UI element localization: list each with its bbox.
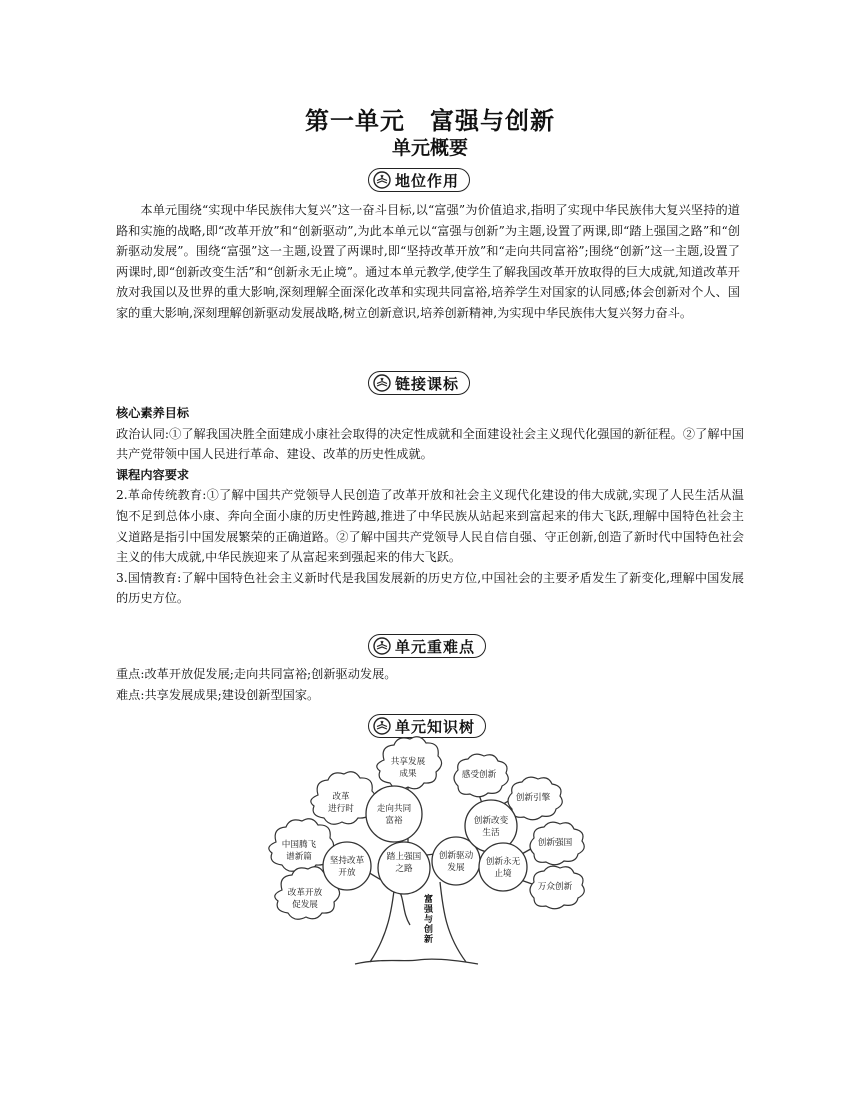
trunk-char-4: 创 (424, 925, 434, 935)
trunk-char-3: 与 (424, 915, 434, 925)
node-reform-opening-line2: 开放 (338, 868, 356, 878)
node-innovation-driven-line1: 创新驱动 (438, 851, 474, 861)
leaf-mass: 万众创新 (537, 882, 573, 892)
node-common-prosperity-line1: 走向共同 (376, 804, 412, 814)
content-item-2: 2.革命传统教育:①了解中国共产党领导人民创造了改革开放和社会主义现代化建设的伟大成就,实现了人民生活从温饱不足到总体小康、奔向全面小康的历史性跨越,推进了中华民族从站起来到富起来的伟大飞跃,理解中国特色社会主义道路是指引中国发展繁荣的正确道路。②了解中国共产党领导人民自信自强、守正创新,创造了新时代中国特色社会主义的伟大成就,中华民族迎来了从富起来到强起来的伟大飞跃。 (116, 488, 744, 565)
node-road-line2: 之路 (395, 864, 413, 874)
difficult-points: 难点:共享发展成果;建设创新型国家。 (116, 687, 320, 702)
content-heading: 课程内容要求 (116, 467, 190, 482)
badge-tree-label: 单元知识树 (395, 717, 476, 736)
leaf-china-leap-line1: 中国腾飞 (281, 840, 317, 850)
node-innovation-endless-line2: 止境 (494, 869, 512, 879)
trunk-char-1: 富 (424, 895, 434, 905)
node-common-prosperity-line2: 富裕 (385, 816, 403, 826)
trunk-label (423, 893, 434, 945)
content-item-3: 3.国情教育:了解中国特色社会主义新时代是我国发展新的历史方位,中国社会的主要矛盾发生了新变化,理解中国发展的历史方位。 (116, 570, 744, 606)
leaf-engine: 创新引擎 (515, 793, 551, 803)
trunk-left-edge (370, 882, 395, 962)
node-innovation-life-line1: 创新改变 (473, 816, 509, 826)
leaf-share-line2: 成果 (399, 769, 417, 779)
node-reform-opening (323, 842, 371, 890)
trunk-right-edge (440, 882, 466, 962)
leaf-reform-time-line2: 进行时 (328, 804, 354, 814)
page-title: 第一单元 富强与创新 (305, 107, 555, 135)
node-common-prosperity (366, 786, 422, 842)
badge-standards-label: 链接课标 (395, 374, 460, 393)
node-innovation-endless-line1: 创新永无 (485, 857, 521, 867)
node-road-line1: 踏上强国 (386, 852, 422, 862)
leaf-reform-dev-line2: 促发展 (292, 900, 318, 910)
node-innovation-driven-line2: 发展 (447, 863, 465, 873)
trunk-char-5: 新 (424, 935, 434, 945)
intro-text: 本单元围绕“实现中华民族伟大复兴”这一奋斗目标,以“富强”为价值追求,指明了实现中华民族伟大复兴坚持的道路和实施的战略,即“改革开放”和“创新驱动”,为此本单元以“富强与创新”为主题,设置了两课,即“踏上强国之路”和“创新驱动发展”。围绕“富强”这一主题,设置了两课时,即“坚持改革开放”和“走向共同富裕”;围绕“创新”这一主题,设置了两课时,即“创新改变生活”和“创新永无止境”。通过本单元教学,使学生了解我国改革开放取得的巨大成就,知道改革开放对我国以及世界的重大影响,深刻理解全面深化改革和实现共同富裕,培养学生对国家的认同感;体会创新对个人、国家的重大影响,深刻理解创新驱动发展战略,树立创新意识,培养创新精神,为实现中华民族伟大复兴努力奋斗。 (116, 203, 740, 320)
leaf-reform-time-line1: 改革 (332, 792, 350, 802)
key-points: 重点:改革开放促发展;走向共同富裕;创新驱动发展。 (116, 667, 397, 681)
leaf-share-line1: 共享发展 (390, 757, 426, 767)
badge-role-label: 地位作用 (395, 171, 460, 190)
leaf-china-leap-line2: 谱新篇 (286, 852, 312, 862)
trunk-roots (355, 959, 478, 964)
badge-keypoints-label: 单元重难点 (395, 637, 476, 656)
node-innovation-endless (479, 843, 527, 891)
leaf-feel: 感受创新 (461, 770, 497, 780)
node-reform-opening-line1: 坚持改革 (329, 856, 365, 866)
core-heading: 核心素养目标 (116, 406, 190, 420)
node-innovation-life-line2: 生活 (482, 828, 500, 838)
page-subtitle: 单元概要 (391, 137, 468, 159)
core-text: 政治认同:①了解我国决胜全面建成小康社会取得的决定性成就和全面建设社会主义现代化强国的新征程。②了解中国共产党带领中国人民进行革命、建设、改革的历史性成就。 (116, 426, 744, 462)
leaf-strong: 创新强国 (537, 838, 573, 848)
leaf-reform-dev-line1: 改革开放 (287, 888, 323, 898)
trunk-char-2: 强 (424, 905, 434, 915)
